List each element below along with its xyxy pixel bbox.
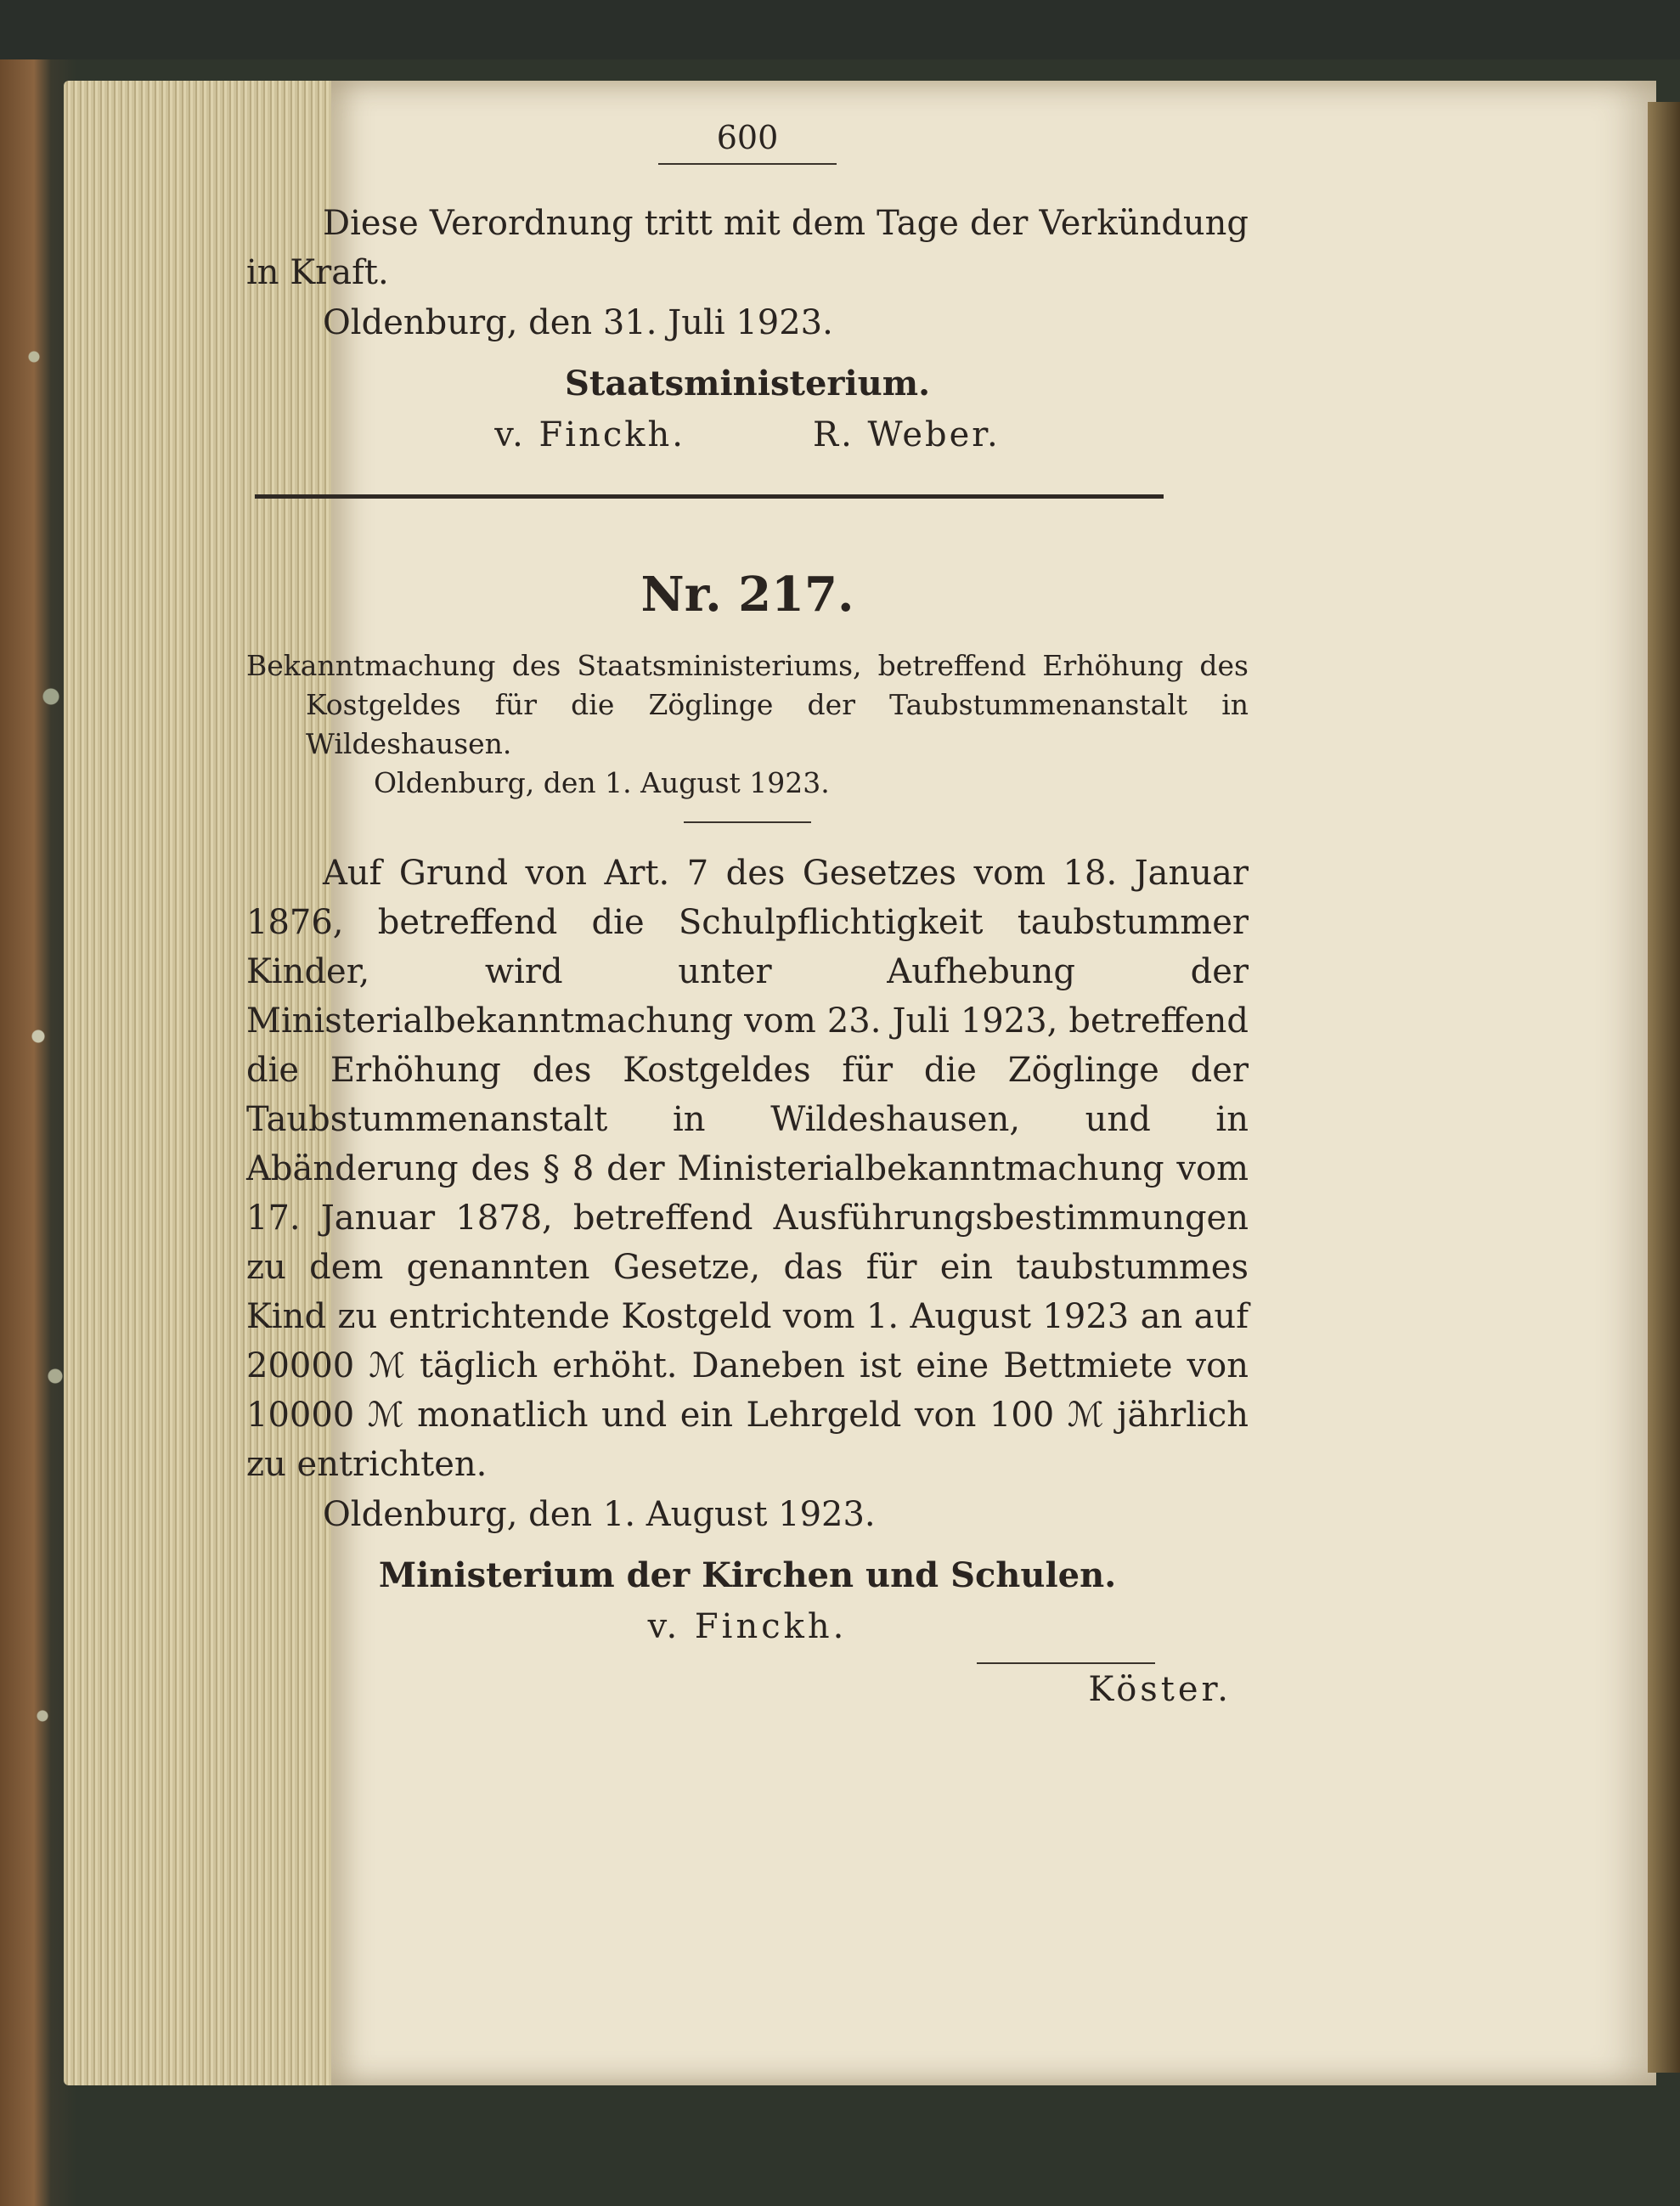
top-paragraph: Diese Verordnung tritt mit dem Tage der Verkündung in Kraft. <box>246 204 1249 292</box>
decree-ministry: Ministerium der Kirchen und Schulen. <box>378 1555 1117 1595</box>
decree-title-date: Oldenburg, den 1. August 1923. <box>374 766 830 799</box>
top-signer-2: R. Weber. <box>812 415 1001 454</box>
decree-closing-date: Oldenburg, den 1. August 1923. <box>323 1495 876 1534</box>
decree-title: Bekanntmachung des Staatsministeriums, betreffend Erhöhung des Kostgeldes für die Zöglinge der Taubstummenanstalt in Wildeshausen. <box>246 649 1249 760</box>
marbled-cover-pattern <box>17 102 68 2056</box>
decree-title-rule <box>684 821 811 823</box>
page-number-rule <box>658 163 837 165</box>
countersign-rule <box>977 1662 1155 1664</box>
decree-body: Auf Grund von Art. 7 des Gesetzes vom 18. Januar 1876, betreffend die Schulpflichtigkeit taubstummer Kinder, wird unter Aufhebung der Ministerialbekanntmachung vom 23. Juli 1923, betreffend die Erhöhung des Kostgeldes für die Zöglinge der Taubstummenanstalt in Wildeshausen, und in Abänderung des § 8 der Ministerialbekanntmachung vom 17. Januar 1878, betreffend Ausführungsbestimmungen zu dem genannten Gesetze, das für ein taubstummes Kind zu entrichtende Kostgeld vom 1. August 1923 an auf 20000 ℳ täglich erhöht. Daneben ist eine Bettmiete von 10000 ℳ monatlich und ein Lehrgeld von 100 ℳ jährlich zu entrichten. <box>246 854 1249 1484</box>
decree-number: Nr. 217. <box>640 567 854 623</box>
section-divider <box>255 494 1164 499</box>
page-number: 600 <box>716 119 779 156</box>
decree-countersigner: Köster. <box>1088 1670 1232 1709</box>
top-signer-1: v. Finckh. <box>494 415 685 454</box>
right-page-edge <box>1648 102 1680 2073</box>
top-signers <box>246 409 1249 460</box>
top-date-line: Oldenburg, den 31. Juli 1923. <box>323 303 833 342</box>
page-content <box>246 119 1249 1715</box>
top-authority: Staatsministerium. <box>564 364 931 403</box>
decree-signer: v. Finckh. <box>647 1607 848 1646</box>
